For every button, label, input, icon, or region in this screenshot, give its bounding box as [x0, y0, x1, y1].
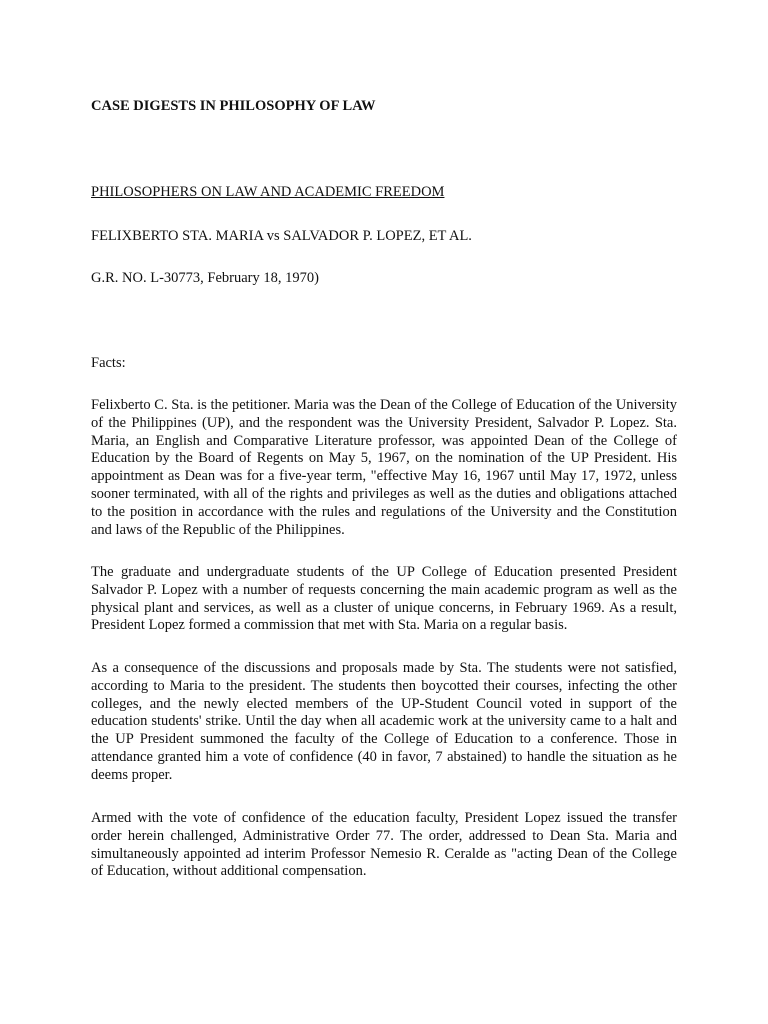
case-reference: G.R. NO. L-30773, February 18, 1970)	[91, 270, 319, 286]
facts-paragraph-3: As a consequence of the discussions and proposals made by Sta. The students were not satisfied, according to Maria to the president. The students then boycotted their courses, infecting the other colleges, and the newly elected members of the UP-Student Council voted in support of the education students' strike. Until the day when all academic work at the university came to a halt and the UP President summoned the faculty of the College of Education to a conference. Those in attendance granted him a vote of confidence (40 in favor, 7 abstained) to handle the situation as he deems proper.	[91, 660, 677, 783]
document-title: CASE DIGESTS IN PHILOSOPHY OF LAW	[91, 98, 376, 114]
case-name: FELIXBERTO STA. MARIA vs SALVADOR P. LOPEZ, ET AL.	[91, 228, 472, 244]
facts-paragraph-2: The graduate and undergraduate students of the UP College of Education presented President Salvador P. Lopez with a number of requests concerning the main academic program as well as the physical plant and services, as well as a cluster of unique concerns, in February 1969. As a result, President Lopez formed a commission that met with Sta. Maria on a regular basis.	[91, 564, 677, 634]
facts-paragraph-4: Armed with the vote of confidence of the education faculty, President Lopez issued the transfer order herein challenged, Administrative Order 77. The order, addressed to Dean Sta. Maria and simultaneously appointed ad interim Professor Nemesio R. Ceralde as "acting Dean of the College of Education, without additional compensation.	[91, 810, 677, 880]
facts-paragraph-1: Felixberto C. Sta. is the petitioner. Maria was the Dean of the College of Education of the University of the Philippines (UP), and the respondent was the University President, Salvador P. Lopez. Sta. Maria, an English and Comparative Literature professor, was appointed Dean of the College of Education by the Board of Regents on May 5, 1967, on the nomination of the UP President. His appointment as Dean was for a five-year term, "effective May 16, 1967 until May 17, 1972, unless sooner terminated, with all of the rights and privileges as well as the duties and obligations attached to the position in accordance with the rules and regulations of the University and the Constitution and laws of the Republic of the Philippines.	[91, 397, 677, 538]
section-title: PHILOSOPHERS ON LAW AND ACADEMIC FREEDOM	[91, 184, 445, 200]
facts-heading: Facts:	[91, 355, 126, 371]
